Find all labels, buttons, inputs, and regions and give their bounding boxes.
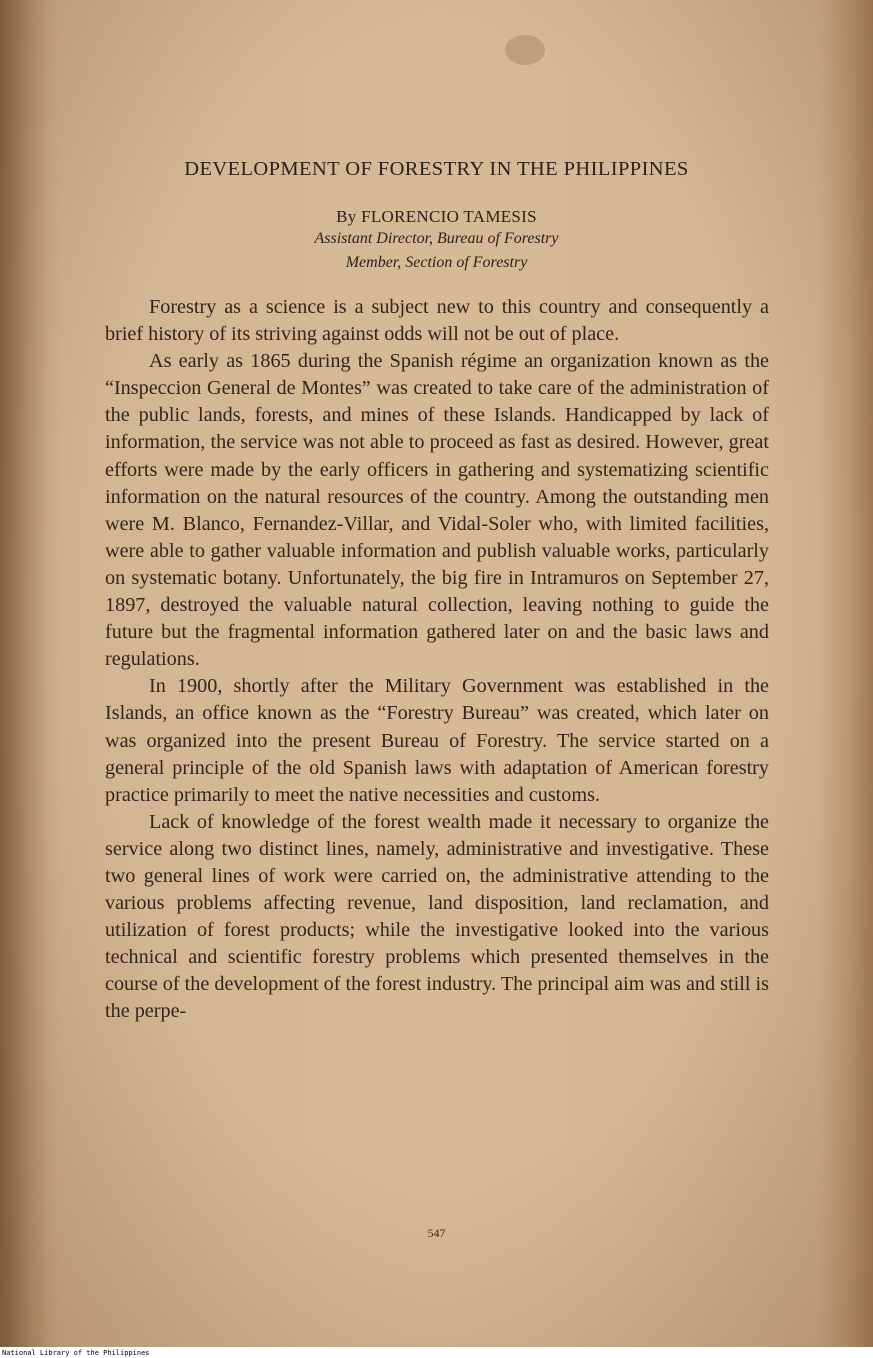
article-body <box>105 294 769 1026</box>
paragraph-organization: Lack of knowledge of the forest wealth made it necessary to organize the service along two distinct lines, namely, administrative and investigative. These two general lines of work were carried on, the administrative attending to the various problems affecting revenue, land disposition, land reclamation, and utilization of forest products; while the investigative looked into the various technical and scientific forestry problems which presented themselves in the course of the development of the forest industry. The principal aim was and still is the perpe- <box>105 810 769 1023</box>
library-credit: National Library of the Philippines <box>2 1349 150 1357</box>
author-role-assistant-director: Assistant Director, Bureau of Forestry <box>314 230 559 247</box>
page-number: 547 <box>427 1226 446 1240</box>
footer-bar <box>0 1349 873 1358</box>
author-byline: By FLORENCIO TAMESIS <box>336 207 537 226</box>
paragraph-spanish-regime: As early as 1865 during the Spanish régime an organization known as the “Inspeccion General de Montes” was created to take care of the administration of the public lands, forests, and mines of these Islands. Handicapped by lack of information, the service was not able to proceed as fast as desired. However, great efforts were made by the early officers in gathering and systematizing scientific information on the natural resources of the country. Among the outstanding men were M. Blanco, Fernandez-Villar, and Vidal-Soler who, with limited facilities, were able to gather valuable information and publish valuable works, particularly on systematic botany. Unfortunately, the big fire in Intramuros on September 27, 1897, destroyed the valuable natural collection, leaving nothing to guide the future but the fragmental information gathered later on and the basic laws and regulations. <box>105 350 769 671</box>
article-title: DEVELOPMENT OF FORESTRY IN THE PHILIPPINES <box>184 158 689 180</box>
paragraph-intro: Forestry as a science is a subject new to this country and consequently a brief history of its striving against odds will not be out of place. <box>105 296 769 346</box>
binding-shadow <box>0 0 48 1347</box>
author-role-member: Member, Section of Forestry <box>345 254 528 271</box>
paragraph-forestry-bureau: In 1900, shortly after the Military Government was established in the Islands, an office known as the “Forestry Bureau” was created, which later on was organized into the present Bureau of Forestry. The service started on a general principle of the old Spanish laws with adaptation of American forestry practice primarily to meet the native necessities and customs. <box>105 675 769 806</box>
ink-smudge <box>505 35 545 65</box>
